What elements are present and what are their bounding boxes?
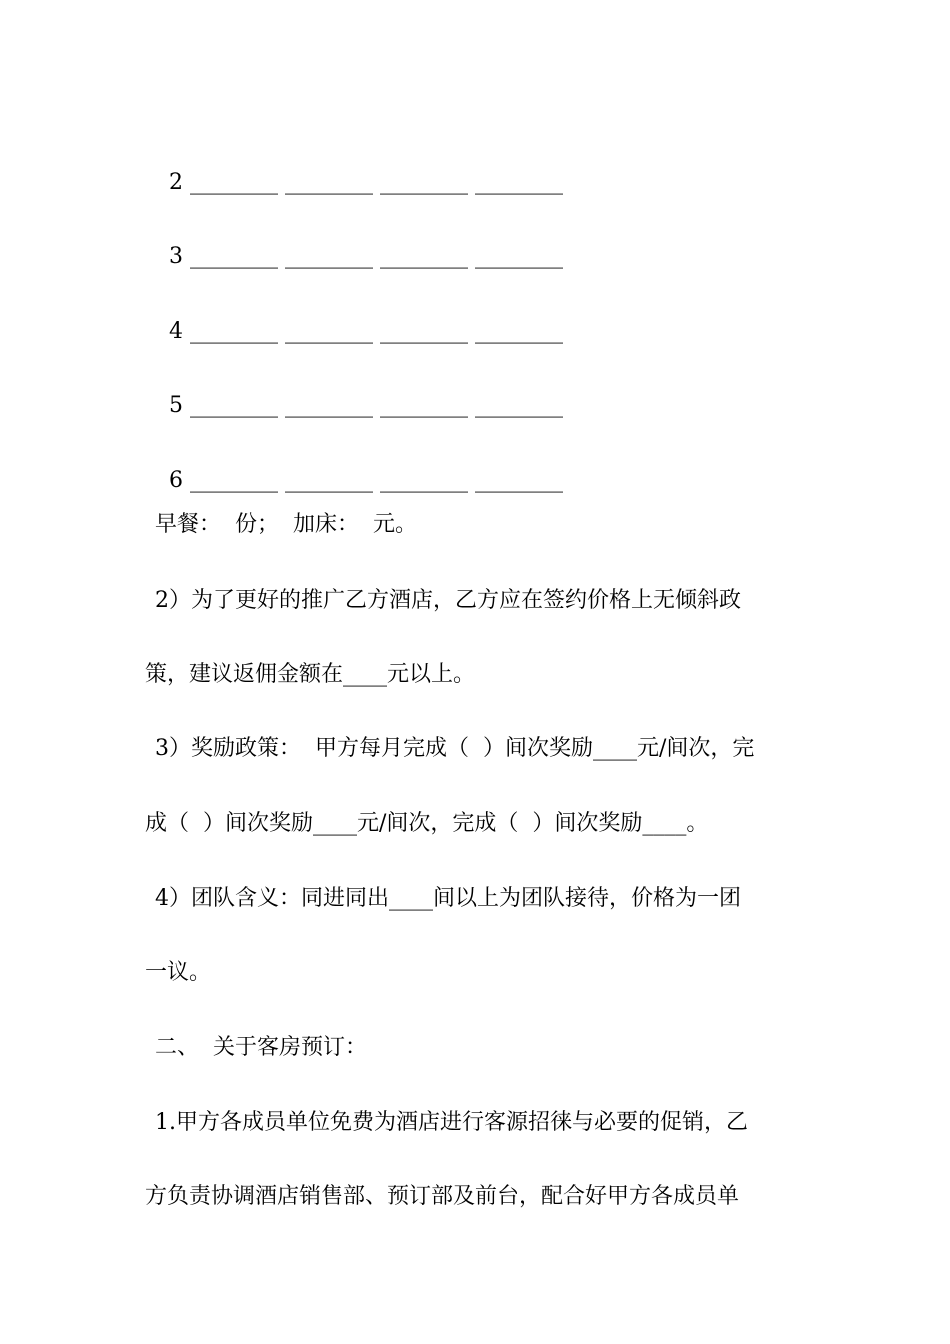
row-number: 4	[169, 319, 183, 344]
breakfast-line: 早餐： 份； 加床： 元。	[155, 512, 417, 537]
row-number: 5	[169, 393, 183, 418]
table-row	[155, 361, 563, 421]
paragraph-2-line-1: 2）为了更好的推广乙方酒店，乙方应在签约价格上无倾斜政	[155, 588, 741, 613]
paragraph-4-line-2: 一议。	[145, 960, 212, 985]
section-2-heading: 二、 关于客房预订：	[155, 1035, 367, 1060]
paragraph-2-line-2: 策，建议返佣金额在____元以上。	[145, 662, 476, 687]
paragraph-3-line-2: 成（ ）间次奖励____元/间次，完成（ ）间次奖励____。	[145, 811, 709, 836]
paragraph-4-line-1: 4）团队含义：同进同出____间以上为团队接待，价格为一团	[155, 886, 741, 911]
table-row	[155, 212, 563, 272]
item-1-line-2: 方负责协调酒店销售部、预订部及前台，配合好甲方各成员单	[145, 1184, 740, 1209]
item-1-line-1: 1.甲方各成员单位免费为酒店进行客源招徕与必要的促销，乙	[155, 1110, 748, 1135]
row-number: 6	[169, 468, 183, 493]
table-row	[155, 436, 563, 496]
row-blanks: ________ ________ ________ ________	[190, 244, 563, 269]
row-blanks: ________ ________ ________ ________	[190, 170, 563, 195]
table-row	[155, 287, 563, 347]
row-number: 3	[169, 244, 183, 269]
paragraph-3-line-1: 3）奖励政策： 甲方每月完成（ ）间次奖励____元/间次，完	[155, 736, 755, 761]
table-row	[155, 138, 563, 198]
row-blanks: ________ ________ ________ ________	[190, 468, 563, 493]
row-number: 2	[169, 170, 183, 195]
row-blanks: ________ ________ ________ ________	[190, 319, 563, 344]
row-blanks: ________ ________ ________ ________	[190, 393, 563, 418]
